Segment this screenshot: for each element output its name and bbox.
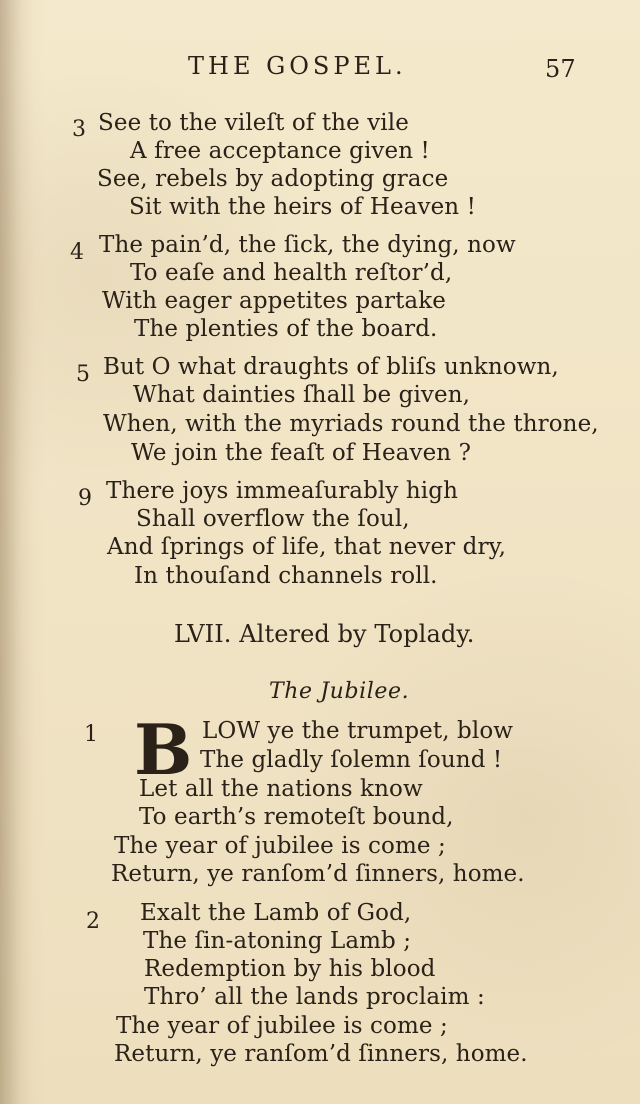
hymn-subtitle: The Jubilee. — [269, 679, 410, 704]
verse-line: Exalt the Lamb of God, — [140, 900, 412, 926]
verse-line: When, with the myriads round the throne, — [103, 411, 599, 437]
verse-number: 5 — [76, 362, 90, 387]
verse-line: See, rebels by adopting grace — [97, 166, 449, 192]
verse-line: The year of jubilee is come ; — [116, 1013, 448, 1039]
verse-line: The ſin-atoning Lamb ; — [143, 928, 412, 954]
drop-cap: B — [134, 710, 193, 791]
verse-line: Sit with the heirs of Heaven ! — [129, 194, 476, 220]
hymn-title: LVII. Altered by Toplady. — [174, 620, 475, 648]
page-number: 57 — [545, 55, 576, 83]
verse-line: The gladly ſolemn ſound ! — [200, 747, 503, 773]
verse-line: To earth’s remoteſt bound, — [139, 804, 454, 830]
verse-line: Return, ye ranſom’d ſinners, home. — [111, 861, 525, 887]
verse-line: A free acceptance given ! — [130, 138, 430, 164]
verse-line: We join the feaſt of Heaven ? — [131, 440, 472, 466]
verse-line: But O what draughts of bliſs unknown, — [103, 354, 559, 380]
verse-line: The year of jubilee is come ; — [114, 833, 446, 859]
verse-line: With eager appetites partake — [102, 288, 446, 314]
verse-number: 3 — [72, 117, 86, 142]
verse-number: 1 — [84, 722, 98, 747]
verse-number: 9 — [78, 486, 92, 511]
verse-line: There joys immeaſurably high — [106, 478, 458, 504]
verse-line: Let all the nations know — [139, 776, 423, 802]
running-header-title: THE GOSPEL. — [188, 52, 407, 80]
verse-line: To eaſe and health reſtor’d, — [130, 260, 453, 286]
verse-line: What dainties ſhall be given, — [133, 382, 471, 408]
verse-line: Thro’ all the lands proclaim : — [144, 984, 485, 1010]
page-spine-shadow — [0, 0, 34, 1104]
verse-line: And ſprings of life, that never dry, — [107, 534, 507, 560]
verse-line: In thouſand channels roll. — [134, 563, 438, 589]
verse-line: See to the vileſt of the vile — [98, 110, 409, 136]
verse-line: LOW ye the trumpet, blow — [202, 718, 514, 744]
verse-line: Redemption by his blood — [144, 956, 436, 982]
verse-number: 4 — [70, 240, 84, 265]
verse-line: Shall overflow the ſoul, — [136, 506, 410, 532]
verse-line: The pain’d, the ſick, the dying, now — [99, 232, 516, 258]
verse-line: Return, ye ranſom’d ſinners, home. — [114, 1041, 528, 1067]
verse-line: The plenties of the board. — [134, 316, 438, 342]
verse-number: 2 — [86, 909, 100, 934]
